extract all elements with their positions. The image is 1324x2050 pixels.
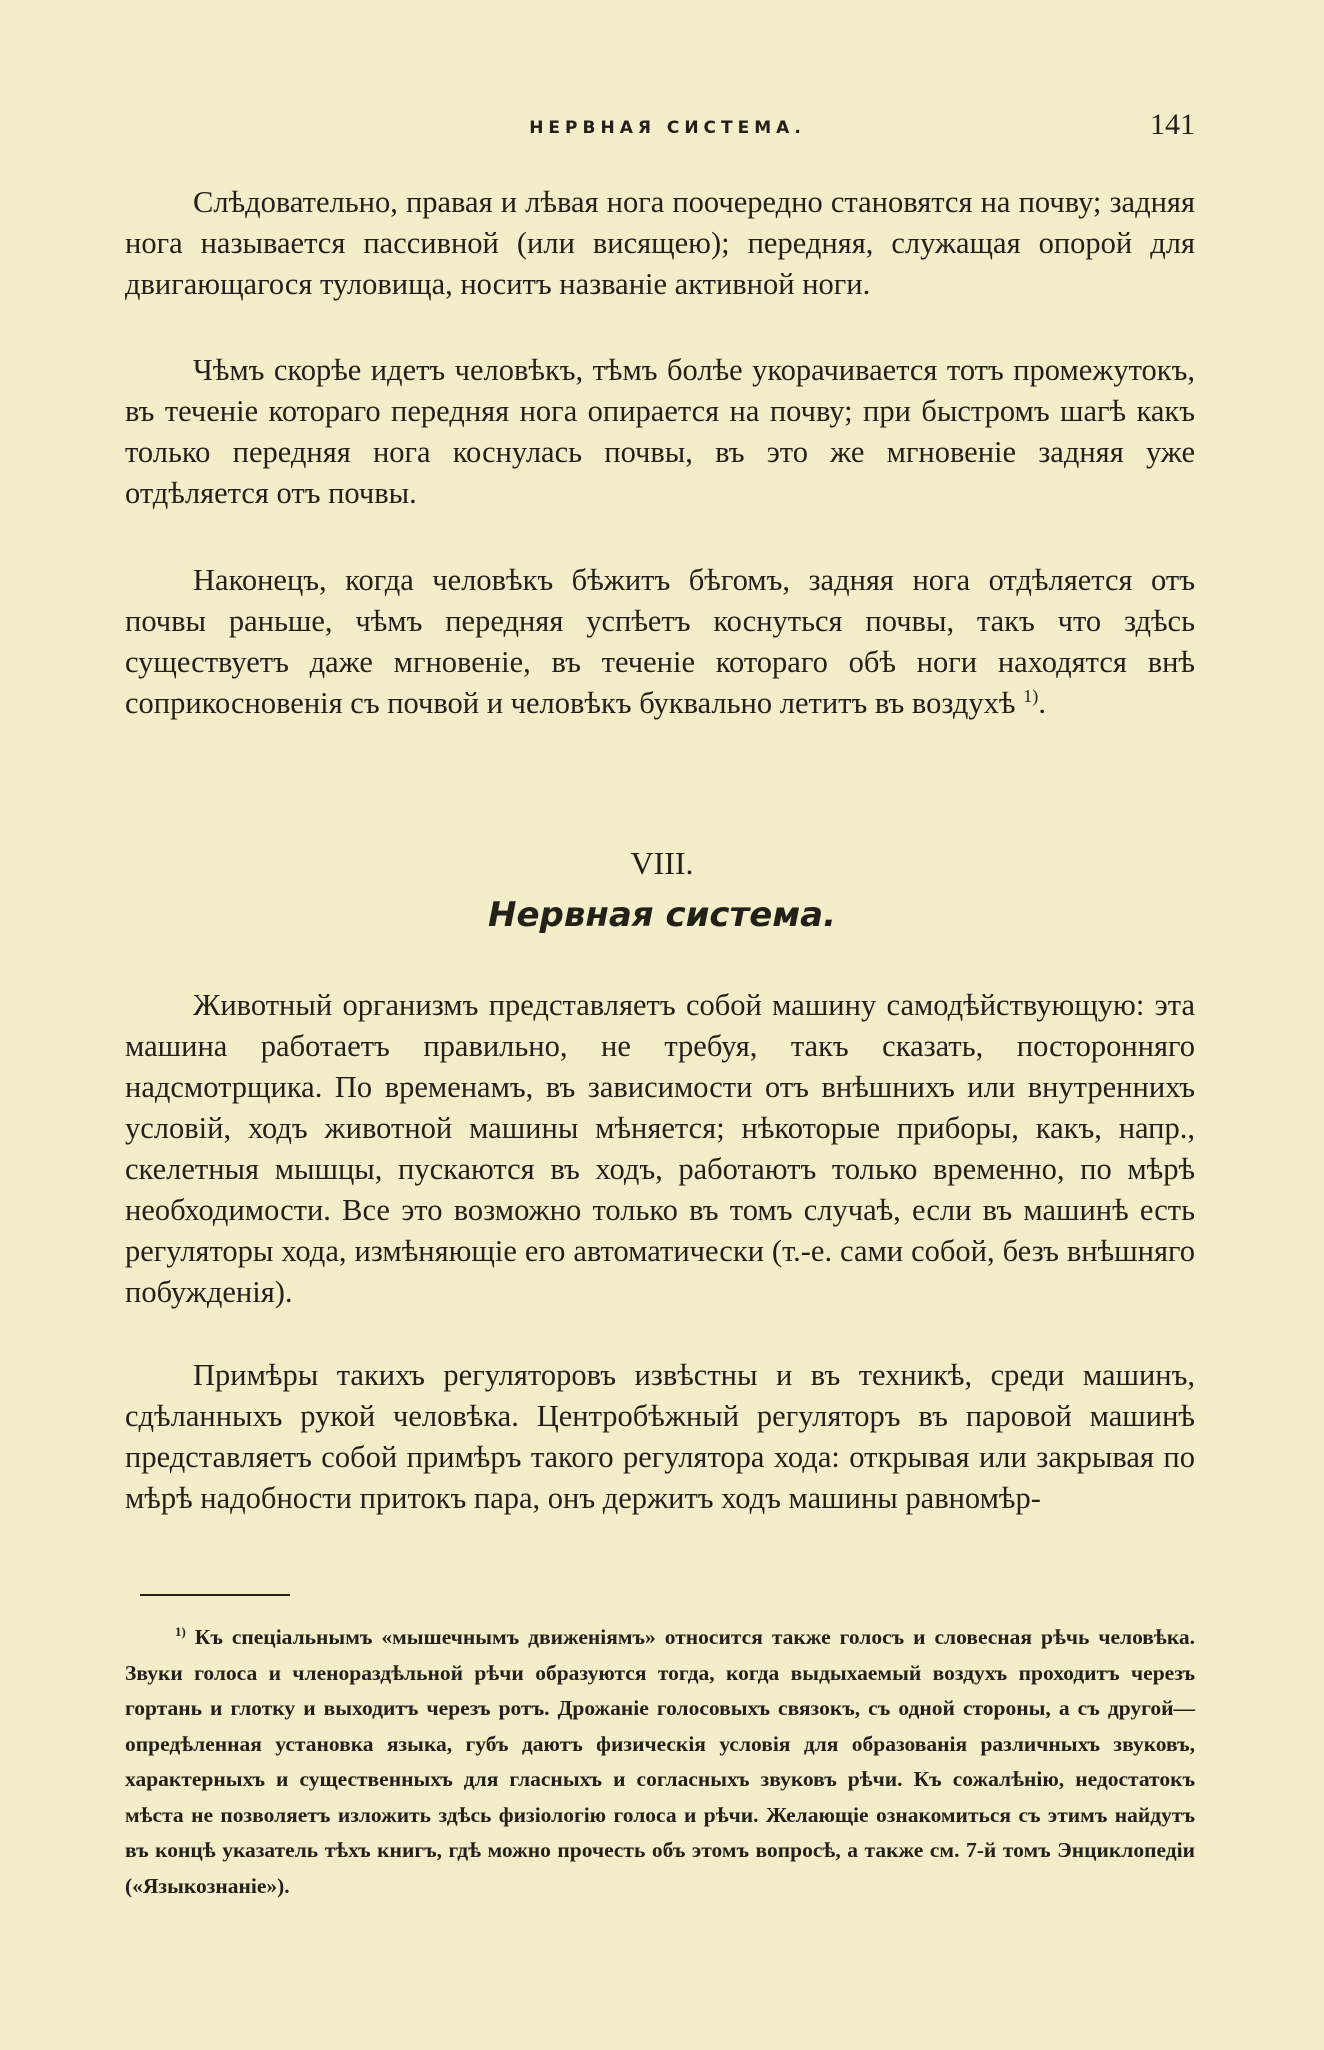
chapter-number: VIII. xyxy=(630,845,694,881)
footnote-divider xyxy=(140,1594,290,1596)
running-head xyxy=(140,108,1195,148)
footnote-marker: 1) xyxy=(175,1624,186,1639)
footnote-text: Къ спеціальнымъ «мышечнымъ движеніямъ» относится также голосъ и словесная рѣчь человѣка. Звуки голоса и членораздѣльной рѣчи образуются тогда, когда выдыхаемый воздухъ проходитъ черезъ гортань и глотку и выходитъ черезъ ротъ. Дрожаніе голосовыхъ связокъ, съ одной стороны, а съ другой—опредѣленная установка языка, губъ даютъ физическія условія для образованія различныхъ звуковъ, характерныхъ и существенныхъ для гласныхъ и согласныхъ звуковъ рѣчи. Къ сожалѣнію, недостатокъ мѣста не позволяетъ изложить здѣсь физіологію голоса и рѣчи. Желающіе ознакомиться съ этимъ найдутъ въ концѣ указатель тѣхъ книгъ, гдѣ можно прочесть объ этомъ вопросѣ, а также см. 7-й томъ Энциклопедіи («Языкознаніе»). xyxy=(125,1625,1196,1898)
paragraph-3-end: . xyxy=(1038,686,1046,720)
paragraph-3 xyxy=(125,560,1195,724)
footnote xyxy=(125,1620,1195,1904)
chapter-title: Нервная система. xyxy=(487,895,837,935)
footnote-reference[interactable]: 1) xyxy=(1023,685,1039,706)
paragraph-5: Примѣры такихъ регуляторовъ извѣстны и въ техникѣ, среди машинъ, сдѣланныхъ рукой человѣка. Центробѣжный регуляторъ въ паровой машинѣ представляетъ собой примѣръ такого регулятора хода: открывая или закрывая по мѣрѣ надобности притокъ пара, онъ держитъ ходъ машины равномѣр- xyxy=(125,1358,1195,1515)
paragraph-1: Слѣдовательно, правая и лѣвая нога поочередно становятся на почву; задняя нога называется пассивной (или висящею); передняя, служащая опорой для двигающагося туловища, носитъ названіе активной ноги. xyxy=(125,185,1195,301)
paragraph-4: Животный организмъ представляетъ собой машину самодѣйствующую: эта машина работаетъ правильно, не требуя, такъ сказать, посторонняго надсмотрщика. По временамъ, въ зависимости отъ внѣшнихъ или внутреннихъ условій, ходъ животной машины мѣняется; нѣкоторые приборы, какъ, напр., скелетныя мышцы, пускаются въ ходъ, работаютъ только временно, по мѣрѣ необходимости. Все это возможно только въ томъ случаѣ, если въ машинѣ есть регуляторы хода, измѣняющіе его автоматически (т.-е. сами собой, безъ внѣшняго побужденія). xyxy=(125,988,1195,1309)
running-title: НЕРВНАЯ СИСТЕМА. xyxy=(529,118,806,138)
page-number: 141 xyxy=(1150,108,1195,141)
paragraph-2: Чѣмъ скорѣе идетъ человѣкъ, тѣмъ болѣе укорачивается тотъ промежутокъ, въ теченіе котораго передняя нога опирается на почву; при быстромъ шагѣ какъ только передняя нога коснулась почвы, въ это же мгновеніе задняя уже отдѣляется отъ почвы. xyxy=(125,353,1195,510)
paragraph-3-text: Наконецъ, когда человѣкъ бѣжитъ бѣгомъ, задняя нога отдѣляется отъ почвы раньше, чѣмъ передняя успѣетъ коснуться почвы, такъ что здѣсь существуетъ даже мгновеніе, въ теченіе котораго обѣ ноги находятся внѣ соприкосновенія съ почвой и человѣкъ буквально летитъ въ воздухѣ xyxy=(125,563,1195,720)
